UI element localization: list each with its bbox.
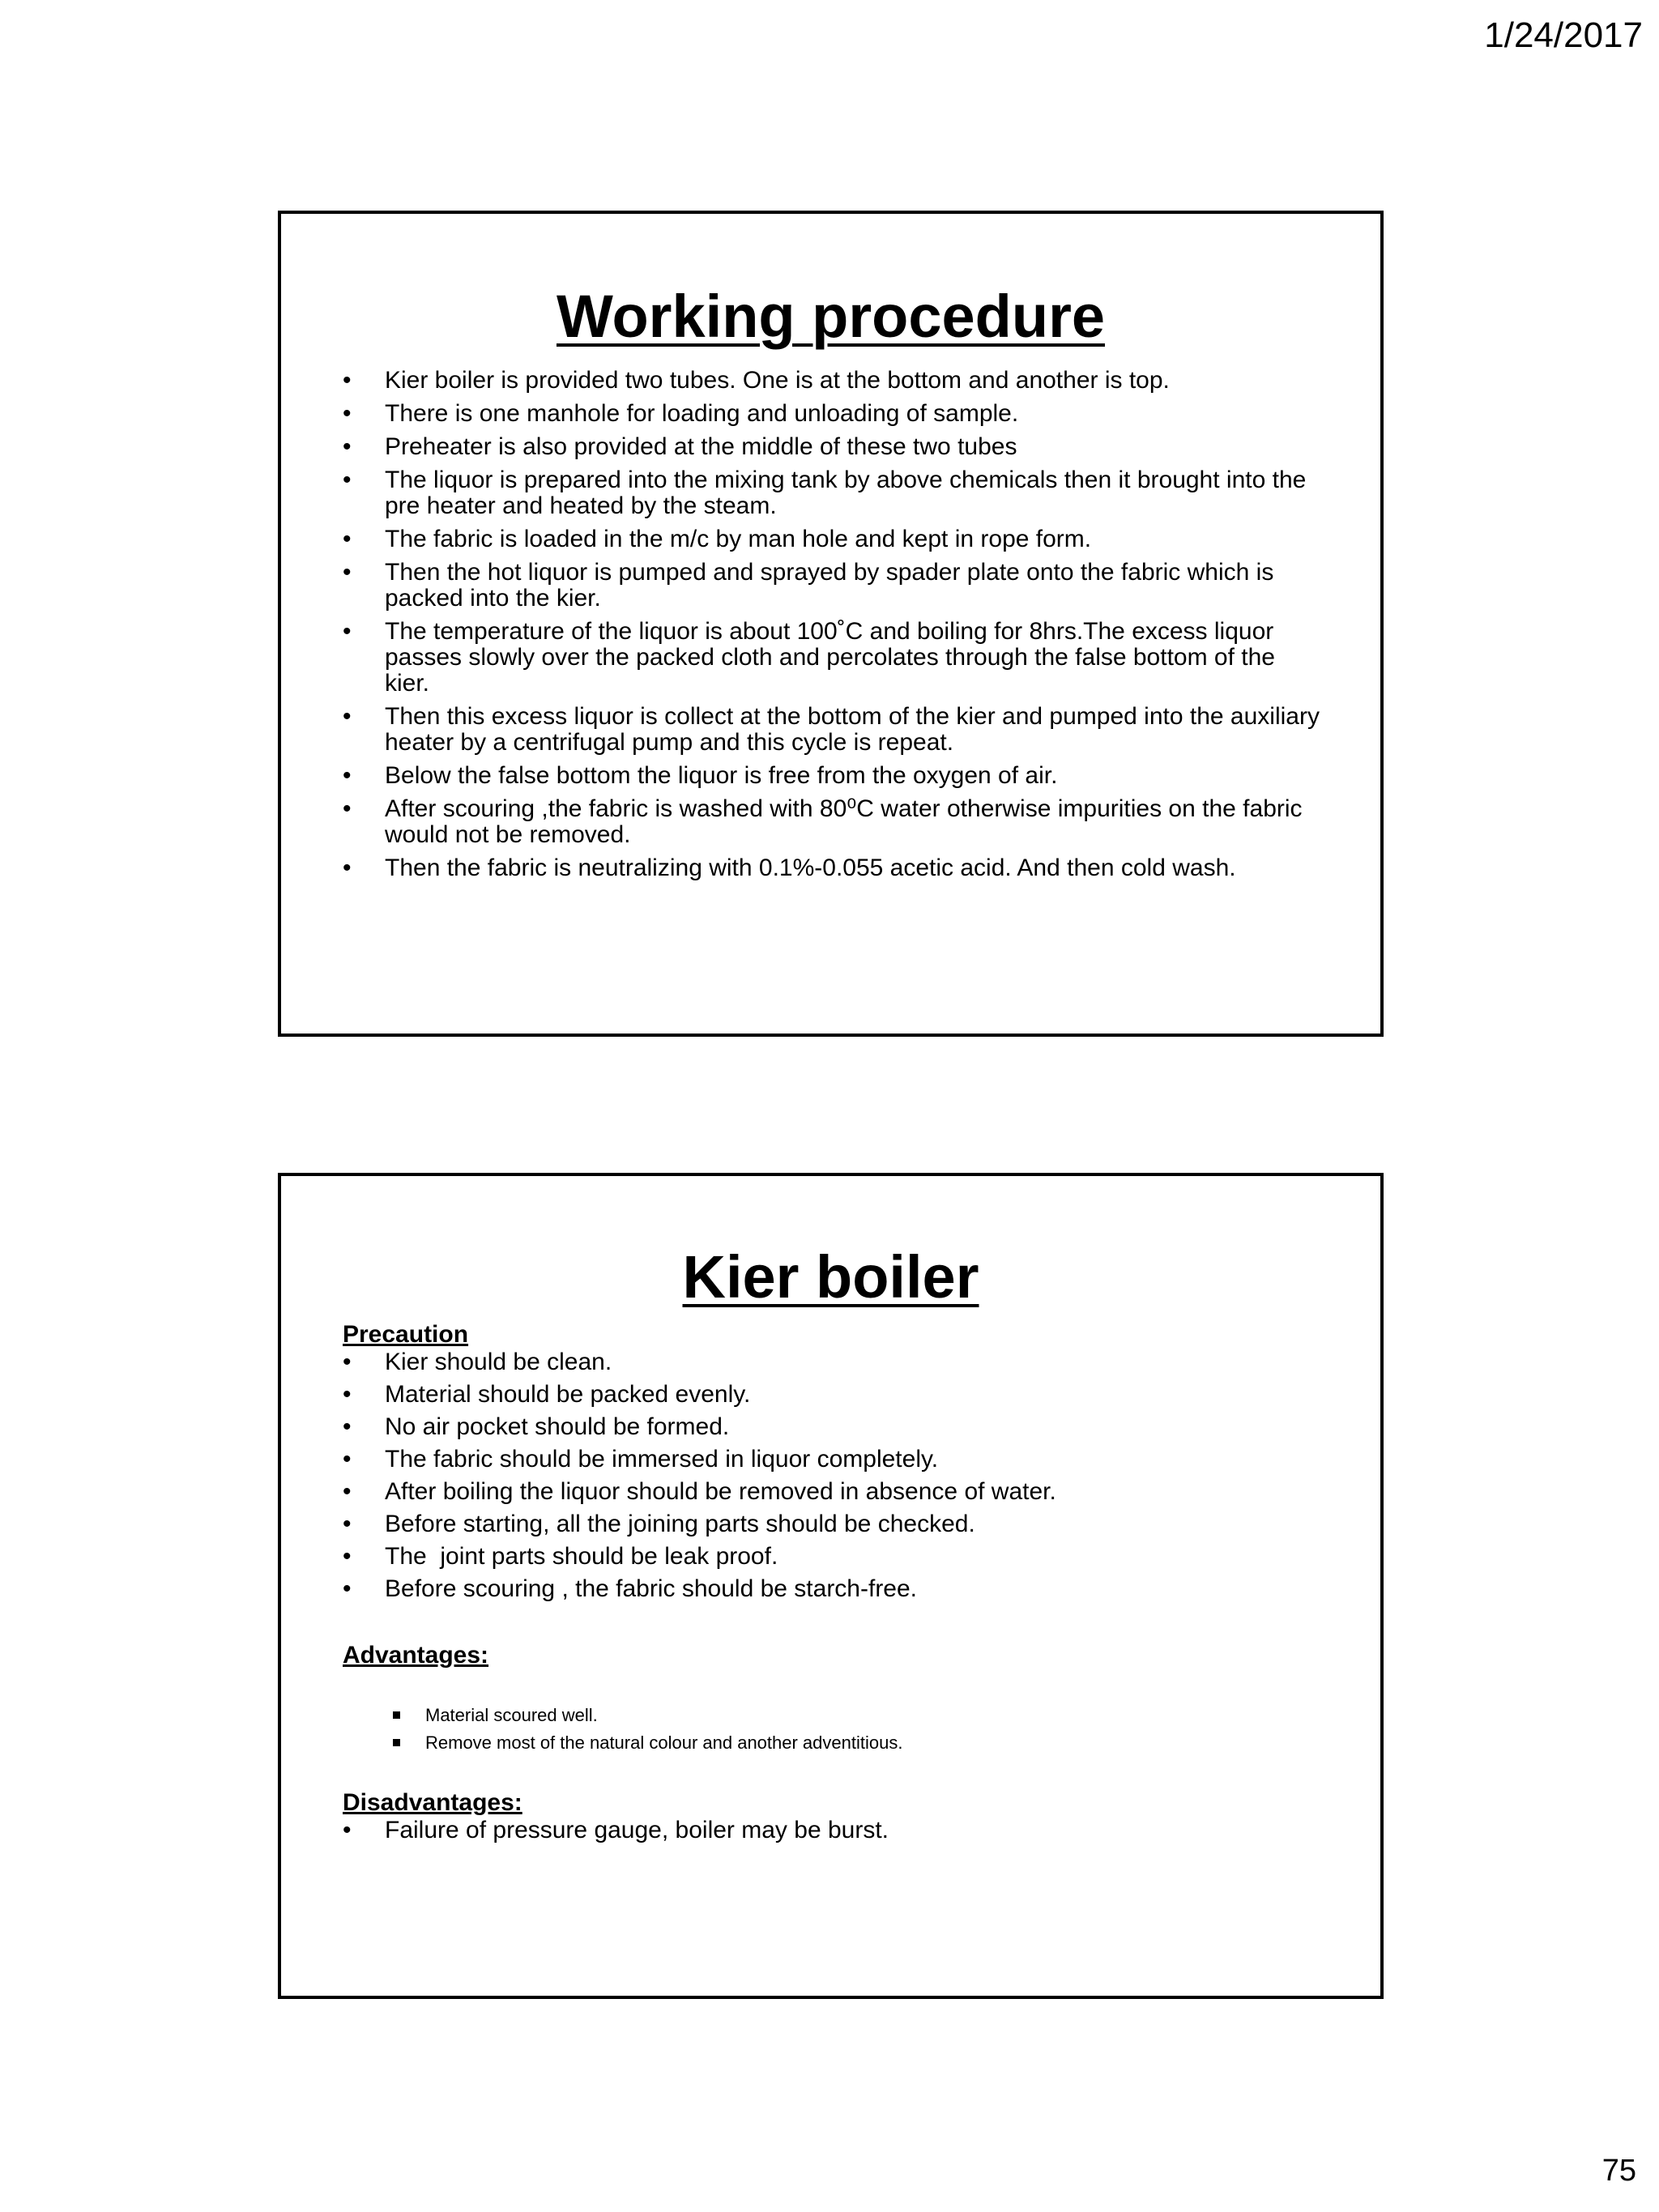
slide-kier-boiler [278,1173,1384,1999]
square-bullet-icon [393,1711,400,1719]
bullet-icon: • [343,1349,352,1375]
bullet-icon: • [343,1413,352,1440]
list-item: Material scoured well. [393,1704,1324,1727]
bullet-icon: • [343,1381,352,1408]
list-item: • After boiling the liquor should be removed in absence of water. [343,1478,1056,1505]
precaution-section [281,1320,1380,1602]
advantages-list [343,1704,1324,1754]
list-item: • Then the fabric is neutralizing with 0.1%-0.055 acetic acid. And then cold wash. [343,855,1236,881]
list-item: • Before starting, all the joining parts should be checked. [343,1511,975,1537]
list-item: • Below the false bottom the liquor is free from the oxygen of air. [343,762,1058,789]
list-item: • The temperature of the liquor is about 100˚C and boiling for 8hrs.The excess liquor passes slowly over the packed cloth and percolates through the false bottom of the kier. [343,618,1275,697]
list-item: • Failure of pressure gauge, boiler may be burst. [343,1817,889,1843]
list-item: • The fabric is loaded in the m/c by man hole and kept in rope form. [343,526,1092,552]
bullet-icon: • [343,795,352,822]
list-item: • There is one manhole for loading and unloading of sample. [343,400,1019,427]
bullet-icon: • [343,433,352,460]
page-date: 1/24/2017 [1484,15,1643,55]
page-number: 75 [1601,2154,1636,2188]
list-item: • Material should be packed evenly. [343,1381,751,1408]
bullet-icon: • [343,618,352,645]
list-item: • After scouring ,the fabric is washed with 80⁰C water otherwise impurities on the fabric would not be removed. [343,795,1303,848]
list-item: • Then this excess liquor is collect at the bottom of the kier and pumped into the auxiliary heater by a centrifugal pump and this cycle is repeat. [343,703,1320,756]
precaution-heading: Precaution [343,1321,469,1348]
bullet-icon: • [343,559,352,586]
list-item: • No air pocket should be formed. [343,1413,730,1440]
bullet-icon: • [343,1817,352,1843]
list-item: • Kier boiler is provided two tubes. One is at the bottom and another is top. [343,367,1170,394]
advantages-heading: Advantages: [343,1642,489,1669]
bullet-icon: • [343,1478,352,1505]
list-item: • Kier should be clean. [343,1349,612,1375]
bullet-icon: • [343,1575,352,1602]
square-bullet-icon [393,1739,400,1746]
advantages-section [281,1641,1380,1754]
list-item: Remove most of the natural colour and another adventitious. [393,1732,1324,1754]
list-item: • The liquor is prepared into the mixing tank by above chemicals then it brought into the pre heater and heated by the steam. [343,467,1307,519]
disadvantages-heading: Disadvantages: [343,1789,522,1816]
procedure-list [281,368,1380,881]
bullet-icon: • [343,467,352,493]
bullet-icon: • [343,762,352,789]
disadvantages-section [281,1788,1380,1843]
disadvantages-list [343,1818,1324,1843]
bullet-icon: • [343,1446,352,1473]
list-item: • The fabric should be immersed in liquor completely. [343,1446,939,1473]
list-item: • The joint parts should be leak proof. [343,1543,778,1570]
bullet-icon: • [343,526,352,552]
slide-working-procedure [278,211,1384,1037]
list-item: • Preheater is also provided at the middle of these two tubes [343,433,1017,460]
bullet-icon: • [343,367,352,394]
precaution-list [343,1349,1324,1602]
bullet-icon: • [343,1543,352,1570]
slide-title: Kier boiler [682,1243,979,1311]
bullet-icon: • [343,703,352,730]
slide-title: Working procedure [556,283,1106,350]
bullet-icon: • [343,400,352,427]
bullet-icon: • [343,1511,352,1537]
bullet-icon: • [343,855,352,881]
list-item: • Before scouring , the fabric should be starch-free. [343,1575,918,1602]
list-item: • Then the hot liquor is pumped and sprayed by spader plate onto the fabric which is packed into the kier. [343,559,1274,612]
